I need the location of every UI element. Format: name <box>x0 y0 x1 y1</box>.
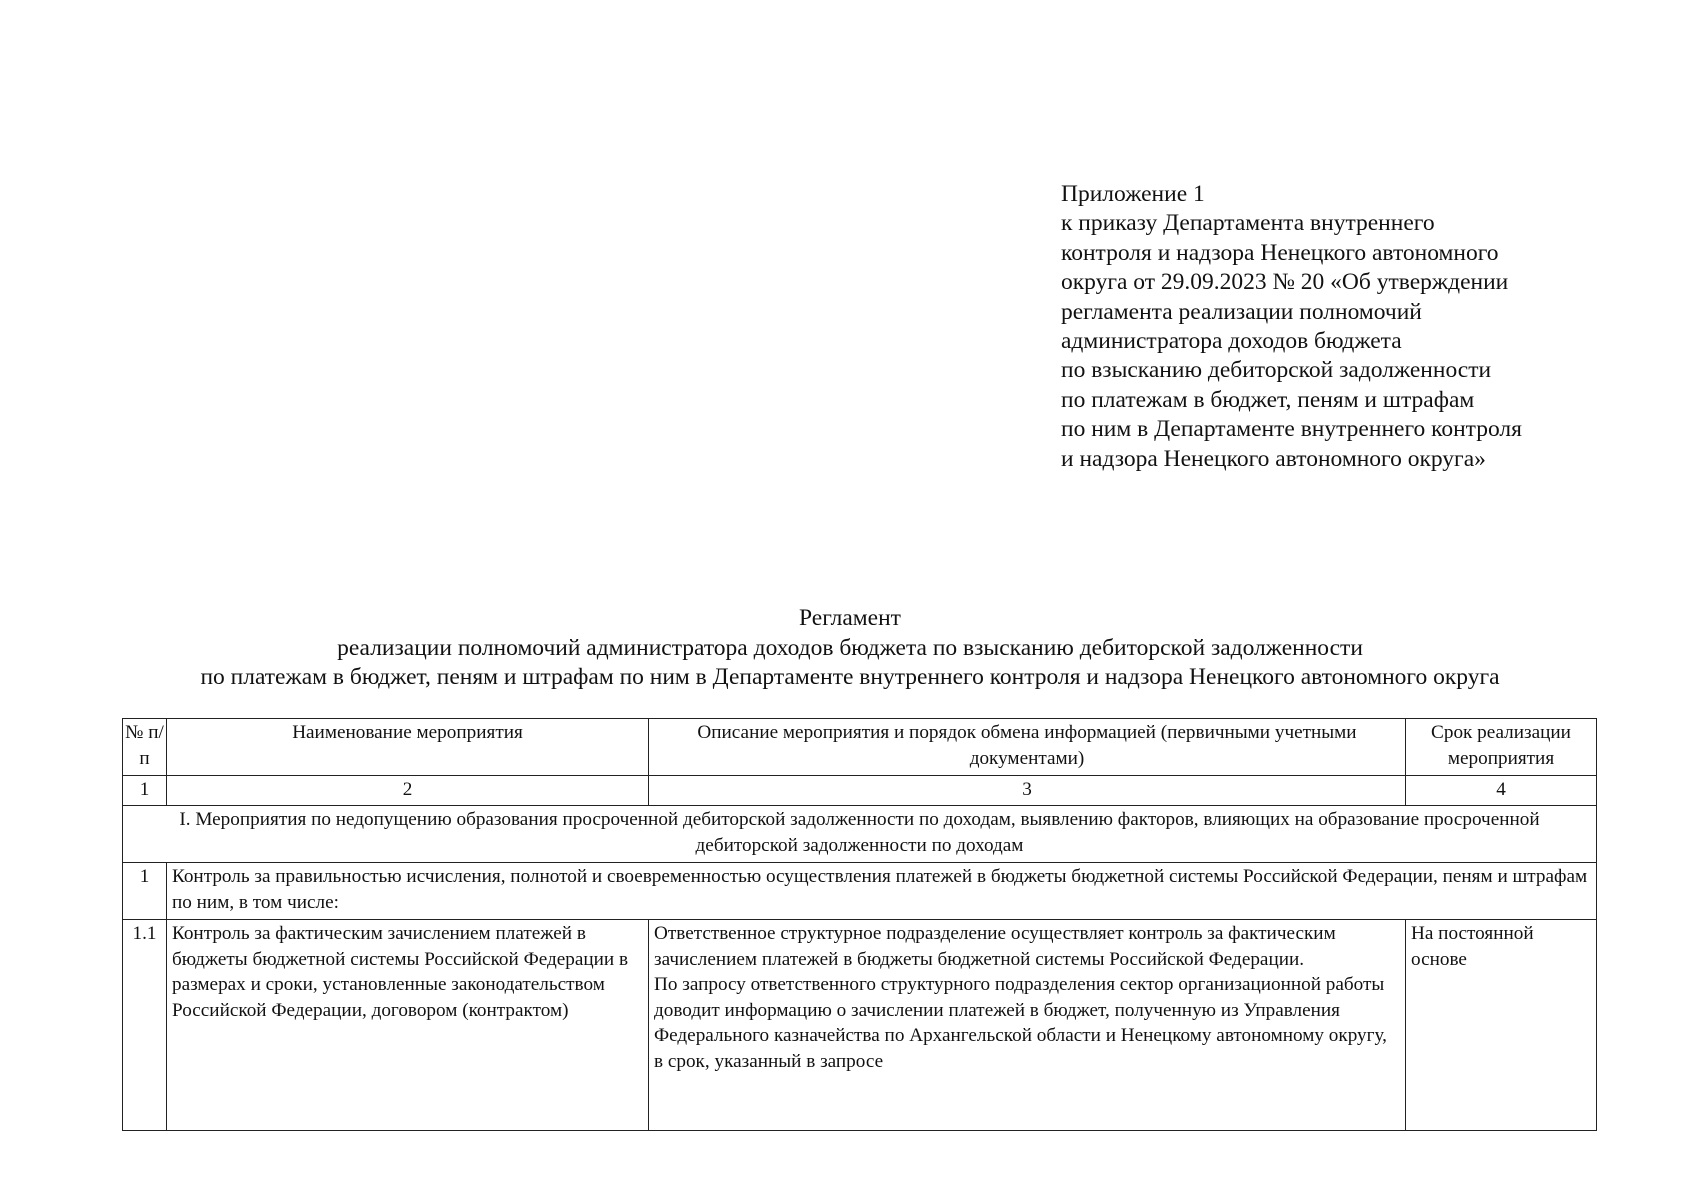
row-number: 1 <box>123 863 167 920</box>
title-subtitle-line: реализации полномочий администратора доходов бюджета по взысканию дебиторской задолженности <box>337 634 1363 661</box>
appendix-line: по платежам в бюджет, пеням и штрафам <box>1061 386 1475 413</box>
measure-deadline: На постоянной основе <box>1406 920 1597 1131</box>
header-deadline: Срок реализации мероприятия <box>1406 719 1597 776</box>
appendix-line: регламента реализации полномочий <box>1061 298 1422 325</box>
column-number: 3 <box>649 776 1406 806</box>
table-row <box>123 863 1597 920</box>
row-number: 1.1 <box>123 920 167 1131</box>
appendix-line: контроля и надзора Ненецкого автономного <box>1061 239 1499 266</box>
appendix-line: администратора доходов бюджета <box>1061 328 1402 355</box>
column-number: 2 <box>167 776 649 806</box>
measure-description <box>649 920 1406 1131</box>
description-paragraph: Ответственное структурное подразделение осуществляет контроль за фактическим зачислением платежей в бюджеты бюджетной системы Российской Федерации. <box>654 923 1336 970</box>
section-row <box>123 806 1597 863</box>
column-numbers-row <box>123 776 1597 806</box>
description-paragraph: По запросу ответственного структурного подразделения сектор организационной работы доводит информацию о зачислении платежей в бюджет, полученную из Управления Федерального казначейства по Архангельской области и Ненецкому автономному округу, в срок, указанный в запросе <box>654 974 1387 1072</box>
table-row <box>123 920 1597 1131</box>
appendix-line: к приказу Департамента внутреннего <box>1061 210 1435 237</box>
column-number: 1 <box>123 776 167 806</box>
appendix-line: округа от 29.09.2023 № 20 «Об утверждении <box>1061 269 1509 296</box>
regulation-table <box>122 718 1597 1131</box>
row-text: Контроль за правильностью исчисления, полнотой и своевременностью осуществления платежей в бюджеты бюджетной системы Российской Федерации, пеням и штрафам по ним, в том числе: <box>167 863 1597 920</box>
header-num: № п/п <box>123 719 167 776</box>
section-title: . Мероприятия по недопущению образования просроченной дебиторской задолженности по доходам, выявлению факторов, влияющих на образование просроченной дебиторской задолженности по доходам <box>185 809 1540 856</box>
header-name: Наименование мероприятия <box>167 719 649 776</box>
column-number: 4 <box>1406 776 1597 806</box>
appendix-block <box>1061 180 1621 474</box>
section-title-cell <box>123 806 1597 863</box>
measure-name: Контроль за фактическим зачислением платежей в бюджеты бюджетной системы Российской Федерации в размерах и сроки, установленные законодательством Российской Федерации, договором (контрактом) <box>167 920 649 1131</box>
appendix-line: по ним в Департаменте внутреннего контроля <box>1061 416 1522 443</box>
appendix-line: по взысканию дебиторской задолженности <box>1061 357 1492 384</box>
table-header-row <box>123 719 1597 776</box>
appendix-line: и надзора Ненецкого автономного округа» <box>1061 445 1486 472</box>
section-roman-numeral: I <box>179 809 186 830</box>
appendix-line: Приложение 1 <box>1061 181 1205 207</box>
document-title <box>100 604 1600 693</box>
title-subtitle-line: по платежам в бюджет, пеням и штрафам по ним в Департаменте внутреннего контроля и надзора Ненецкого автономного округа <box>200 664 1500 690</box>
title-heading: Регламент <box>799 605 901 631</box>
header-description: Описание мероприятия и порядок обмена информацией (первичными учетными документами) <box>649 719 1406 776</box>
